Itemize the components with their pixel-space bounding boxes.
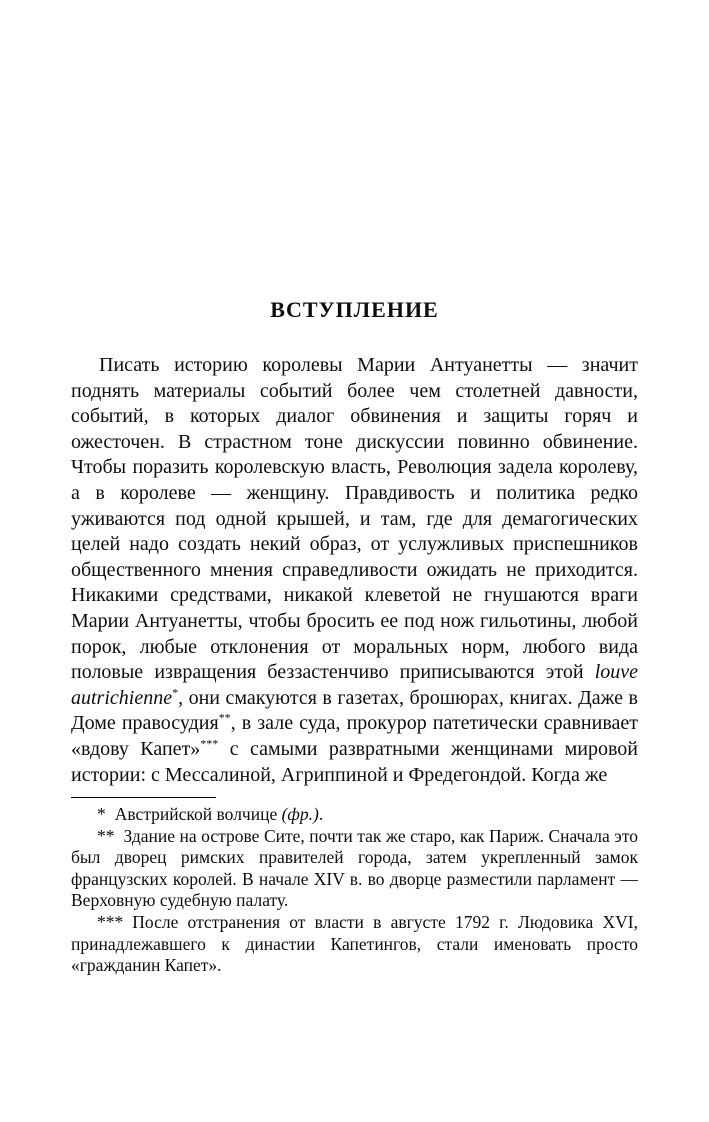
footnote-2-text: Здание на острове Сите, почти так же старо, как Париж. Сначала это был дворец римских правителей города, затем укрепленный замок французских королей. В начале XIV в. во дворце разместили парламент — Верховную судебную палату.	[71, 825, 638, 911]
footnote-ref-3: ***	[200, 736, 219, 751]
footnote-3-text: После отстранения от власти в августе 1792 г. Людовика XVI, принадлежавшего к династии Капетингов, стали именовать просто «гражданин Капет».	[71, 912, 638, 976]
body-text-1: Писать историю королевы Марии Антуанетты — значит поднять материалы событий более чем столетней давности, событий, в которых диалог обвинения и защиты горяч и ожесточен. В страстном тоне дискуссии повинно обвинение. Чтобы поразить королевскую власть, Революция задела королеву, а в королеве — женщину. Правдивость и политика редко уживаются под одной крышей, и там, где для демагогических целей надо создать некий образ, от услужливых приспешников общественного мнения справедливости ожидать не приходится. Никакими средствами, никакой клеветой не гнушаются враги Марии Антуанетты, чтобы бросить ее под нож гильотины, любой порок, любые отклонения от моральных норм, любого вида половые извращения беззастенчиво приписываются этой	[71, 354, 638, 684]
footnote-ref-2: **	[218, 710, 231, 725]
body-italic-phrase: louve autrichienne	[71, 661, 638, 709]
footnote-separator	[71, 797, 216, 798]
footnotes-section	[71, 804, 638, 977]
footnote-2	[71, 826, 638, 912]
body-text-2: , они смакуются в газетах, брошюрах, книгах. Даже в Доме правосудия	[71, 686, 638, 735]
body-text-4: с самыми развратными женщинами мировой истории: с Мессалиной, Агриппиной и Фредегондой. Когда же	[71, 737, 638, 786]
footnote-1-marker: *	[97, 804, 106, 825]
footnote-ref-1: *	[172, 685, 179, 700]
footnote-3	[71, 912, 638, 977]
body-paragraph	[71, 353, 638, 788]
footnote-2-marker: **	[97, 825, 115, 846]
body-text-3: , в зале суда, прокурор патетически сравнивает «вдову Капет»	[71, 712, 638, 760]
footnote-3-marker: ***	[97, 912, 124, 933]
footnote-1-italic: (фр.)	[281, 804, 319, 825]
chapter-title: ВСТУПЛЕНИЕ	[270, 297, 439, 322]
footnote-1-text: Австрийской волчице	[114, 804, 282, 825]
footnote-1	[71, 804, 638, 826]
footnote-1-text-end: .	[318, 804, 324, 825]
